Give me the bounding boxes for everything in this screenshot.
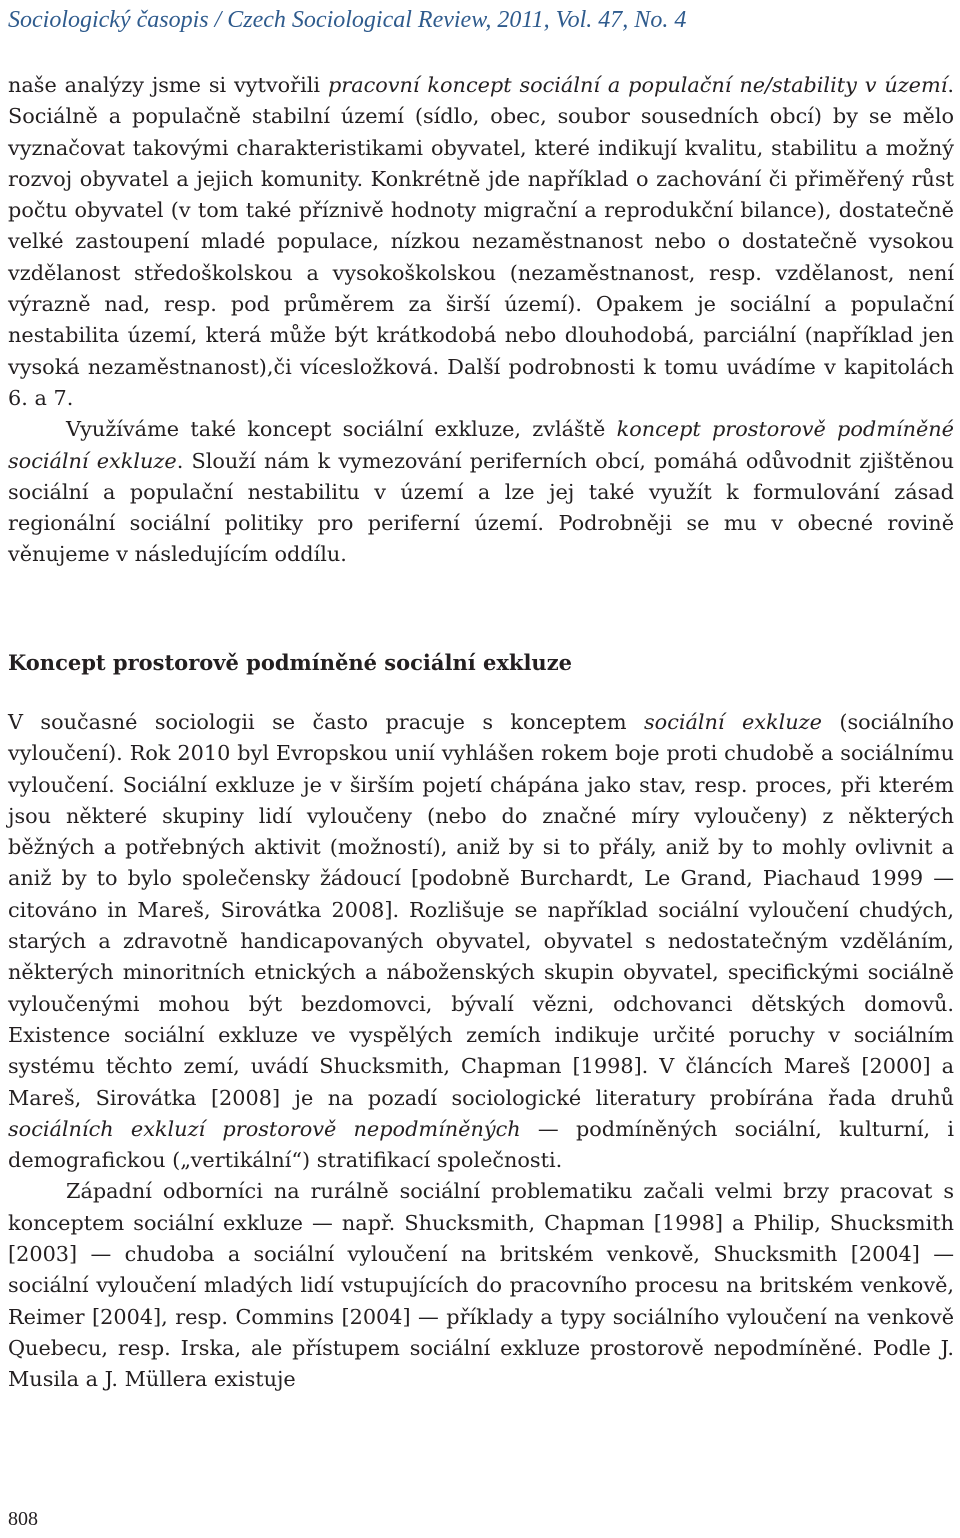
paragraph [8,707,954,1176]
text-run: — podmíněných sociální, kulturní, i demografickou („vertikální“) stratifikací společnosti. [8,1116,954,1173]
italic-term: koncept prostorově podmíněné sociální exkluze [8,417,954,473]
text-run: . Slouží nám k vymezování periferních obcí, pomáhá odůvodnit zjištěnou sociální a populační nestabilitu v území a lze jej také využít k formulování zásad regionální sociální politiky pro periferní území. Podrobněji se mu v obecné rovině věnujeme v následujícím oddílu. [8,448,954,567]
italic-term: sociální exkluze [644,710,822,734]
text-run: V současné sociologii se často pracuje s konceptem [8,710,644,734]
section-heading: Koncept prostorově podmíněné sociální exkluze [8,650,572,675]
text-run: Využíváme také koncept sociální exkluze, zvláště [66,417,617,442]
section-body-1 [8,70,954,571]
text-run: Západní odborníci na rurálně sociální problematiku začali velmi brzy pracovat s konceptem sociální exkluze — např. Shucksmith, Chapman [1998] a Philip, Shucksmith [2003] — chudoba a sociální vyloučení na britském venkově, Shucksmith [2004] — sociální vyloučení mladých lidí vstupujících do pracovního procesu na britském venkově, Reimer [2004], resp. Commins [2004] — příklady a typy sociálního vyloučení na venkově Quebecu, resp. Irska, ale přístupem sociální exkluze prostorově nepodmíněné. Podle J. Musila a J. Müllera existuje [8,1179,954,1392]
paragraph [8,70,954,414]
section-body-2 [8,707,954,1396]
paragraph [8,414,954,570]
italic-term: sociálních exkluzí prostorově nepodmíněných [8,1116,521,1141]
page-number: 808 [8,1508,38,1530]
text-run: . Sociálně a populačně stabilní území (sídlo, obec, soubor sousedních obcí) by se mělo vyznačovat takovými charakteristikami obyvatel, které indikují kvalitu, stabilitu a možný rozvoj obyvatel a jejich komunity. Konkrétně jde například o zachování či přiměřený růst počtu obyvatel (v tom také příznivě hodnoty migrační a reprodukční bilance), dostatečně velké zastoupení mladé populace, nízkou nezaměstnanost nebo o dostatečně vysokou vzdělanost středoškolskou a vysokoškolskou (nezaměstnanost, resp. vzdělanost, není výrazně nad, resp. pod průměrem za širší území). Opakem je sociální a populační nestabilita území, která může být krátkodobá nebo dlouhodobá, parciální (například jen vysoká nezaměstnanost),či vícesložková. Další podrobnosti k tomu uvádíme v kapitolách 6. a 7. [8,73,954,410]
italic-term: pracovní koncept sociální a populační ne/stability v území [327,73,948,97]
text-run: (sociálního vyloučení). Rok 2010 byl Evropskou unií vyhlášen rokem boje proti chudobě a sociálnímu vyloučení. Sociální exkluze je v širším pojetí chápána jako stav, resp. proces, při kterém jsou některé skupiny lidí vyloučeny (nebo do značné míry vyloučeny) z některých běžných a potřebných aktivit (možností), aniž by si to přály, aniž by to mohly ovlivnit a aniž by to bylo společensky žádoucí [podobně Burchardt, Le Grand, Piachaud 1999 — citováno in Mareš, Sirovátka 2008]. Rozlišuje se například sociální vyloučení chudých, starých a zdravotně handicapovaných obyvatel, obyvatel s nedostatečným vzděláním, některých minoritních etnických a náboženských skupin obyvatel, specifickými sociálně vyloučenými mohou být bezdomovci, bývalí vězni, odchovanci dětských domovů. Existence sociální exkluze ve vyspělých zemích indikuje určité poruchy v sociálním systému těchto zemí, uvádí Shucksmith, Chapman [1998]. V článcích Mareš [2000] a Mareš, Sirovátka [2008] je na pozadí sociologické literatury probírána řada druhů [8,710,954,1110]
running-header: Sociologický časopis / Czech Sociological Review, 2011, Vol. 47, No. 4 [8,7,687,33]
paragraph [8,1176,954,1395]
text-run: naše analýzy jsme si vytvořili [8,73,328,97]
